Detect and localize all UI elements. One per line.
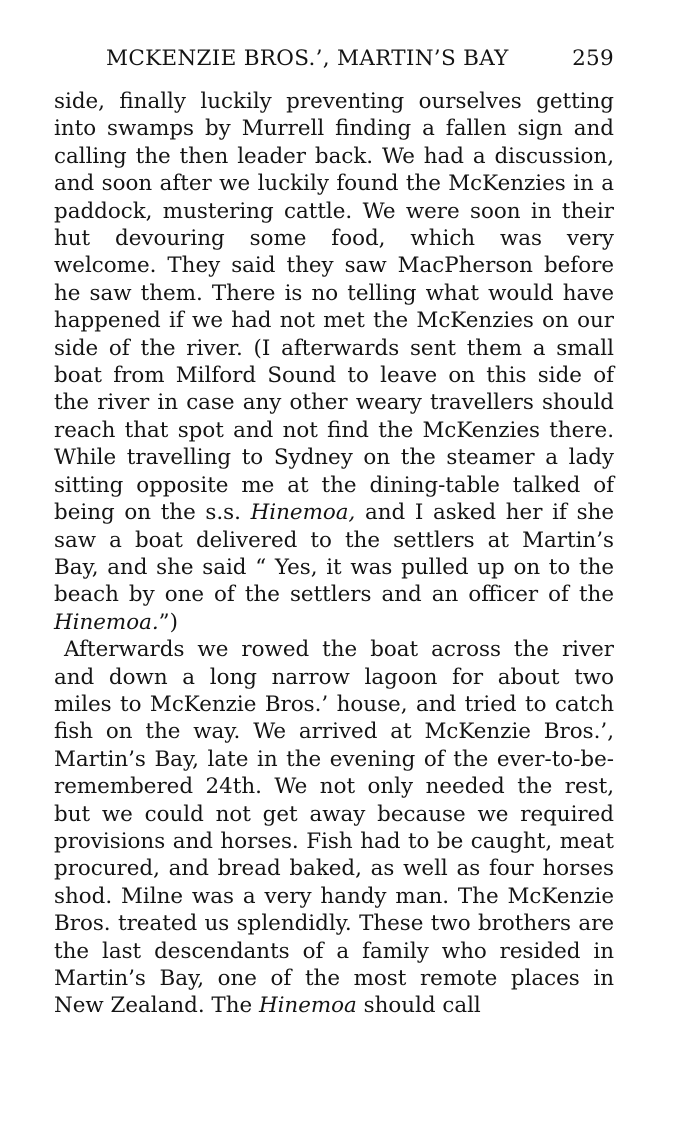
book-page: [54, 46, 614, 1020]
body-text: [54, 88, 614, 1020]
ship-name-italic: Hinemoa,: [250, 500, 356, 526]
ship-name-italic: Hinemoa.: [54, 609, 159, 635]
text-segment: Afterwards we rowed the boat across the river and down a long narrow lagoon for about two miles to McKenzie Bros.’ house, and tried to catch fish on the way. We arrived at McKenzie Bros.’, Martin’s Bay, late in the evening of the ever-to-be-remembered 24th. We not only needed the rest, but we could not get away because we required provisions and horses. Fish had to be caught, meat procured, and bread baked, as well as four horses shod. Milne was a very handy man. The McKenzie Bros. treated us splendidly. These two brothers are the last descendants of a family who resided in Martin’s Bay, one of the most remote places in New Zealand. The: [54, 637, 614, 1019]
ship-name-italic: Hinemoa: [258, 993, 357, 1019]
text-segment: and I asked her if she saw a boat delivered to the settlers at Martin’s Bay, and she said “ Yes, it was pulled up on to the beach by one of the settlers and an officer of the: [54, 500, 614, 608]
running-head-title: MCKENZIE BROS.’, MARTIN’S BAY: [106, 46, 509, 71]
text-segment: ”): [158, 609, 178, 635]
page-number: 259: [572, 46, 614, 71]
running-head: [106, 46, 614, 82]
text-segment: should call: [356, 993, 481, 1019]
text-segment: side, finally luckily preventing ourselves getting into swamps by Murrell finding a fallen sign and calling the then leader back. We had a discussion, and soon after we luckily found the McKenzies in a paddock, mustering cattle. We were soon in their hut devouring some food, which was very welcome. They said they saw MacPherson before he saw them. There is no telling what would have happened if we had not met the McKenzies on our side of the river. (I afterwards sent them a small boat from Milford Sound to leave on this side of the river in case any other weary travellers should reach that spot and not find the McKenzies there. While travelling to Sydney on the steamer a lady sitting opposite me at the dining-table talked of being on the s.s.: [54, 89, 614, 526]
paragraph-1: [54, 88, 614, 636]
paragraph-2: [54, 636, 614, 1020]
